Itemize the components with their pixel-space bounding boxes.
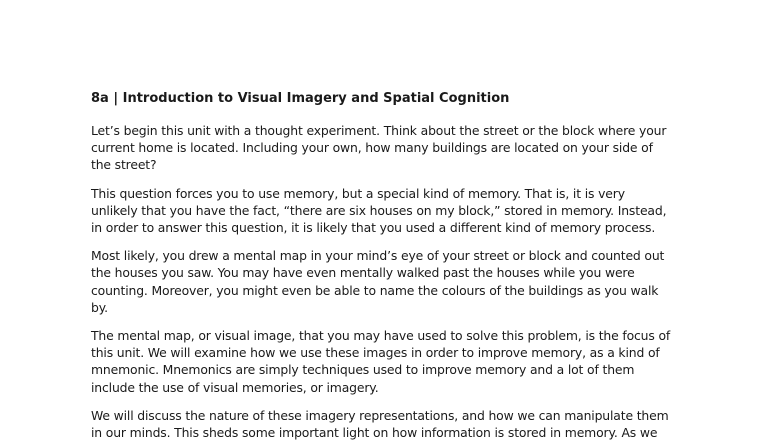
document-body — [91, 90, 711, 441]
paragraph-line: Most likely, you drew a mental map in your mind’s eye of your street or block and counted out — [91, 248, 665, 264]
paragraph-line: unlikely that you have the fact, “there are six houses on my block,” stored in memory. Instead, — [91, 202, 667, 218]
paragraph-thought-experiment — [91, 122, 711, 174]
paragraph-line: by. — [91, 299, 108, 315]
paragraph-line: mnemonic. Mnemonics are simply techniques used to improve memory and a lot of them — [91, 362, 635, 378]
section-heading: 8a | Introduction to Visual Imagery and Spatial Cognition — [91, 91, 510, 106]
paragraph-line: We will discuss the nature of these imagery representations, and how we can manipulate them — [91, 407, 669, 423]
paragraph-line: The mental map, or visual image, that you may have used to solve this problem, is the focus of — [91, 328, 671, 344]
paragraph-line: include the use of visual memories, or imagery. — [91, 379, 379, 395]
paragraph-line: This question forces you to use memory, but a special kind of memory. That is, it is very — [91, 185, 625, 201]
paragraph-line: in order to answer this question, it is likely that you used a different kind of memory process. — [91, 220, 656, 236]
paragraph-memory-kind — [91, 185, 711, 237]
paragraph-line: the houses you saw. You may have even mentally walked past the houses while you were — [91, 265, 635, 281]
paragraph-line: counting. Moreover, you might even be able to name the colours of the buildings as you walk — [91, 282, 659, 298]
paragraph-line: the street? — [91, 157, 157, 173]
paragraph-unit-focus — [91, 327, 711, 396]
paragraph-line: this unit. We will examine how we use these images in order to improve memory, as a kind of — [91, 345, 660, 361]
paragraph-line: current home is located. Including your own, how many buildings are located on your side of — [91, 140, 653, 156]
paragraph-mental-map — [91, 247, 711, 316]
paragraph-line: in our minds. This sheds some important light on how information is stored in memory. As we — [91, 425, 658, 441]
paragraph-line: Let’s begin this unit with a thought experiment. Think about the street or the block where your — [91, 123, 667, 138]
paragraph-imagery-nature — [91, 407, 711, 441]
